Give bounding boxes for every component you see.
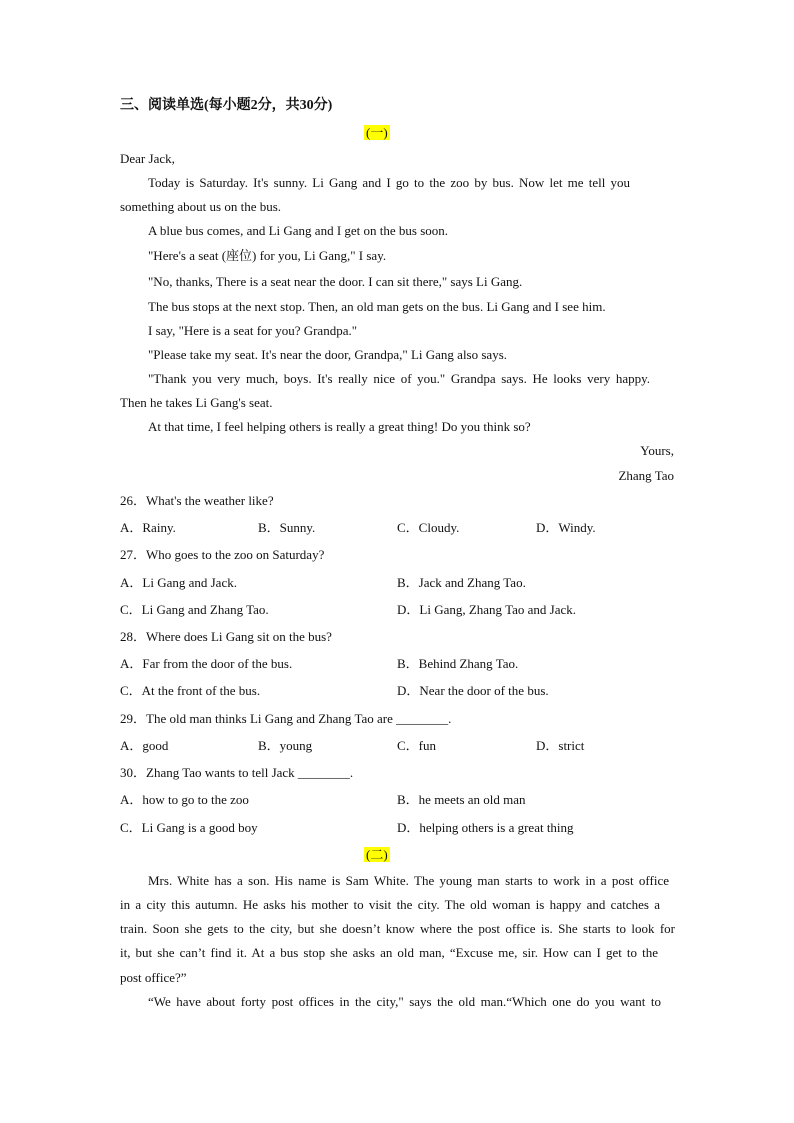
question-28-option-b: B．Behind Zhang Tao. bbox=[397, 656, 519, 671]
passage1-line: The bus stops at the next stop. Then, an old man gets on the bus. Li Gang and I see him. bbox=[148, 299, 606, 314]
passage-marker-2-text: (二) bbox=[366, 847, 388, 862]
passage1-line: "No, thanks, There is a seat near the door. I can sit there," says Li Gang. bbox=[148, 274, 523, 289]
passage-marker-1-text: (一) bbox=[366, 125, 388, 140]
question-28-option-a: A．Far from the door of the bus. bbox=[120, 656, 293, 671]
question-29-option-c: C．fun bbox=[397, 738, 437, 753]
question-26-option-a: A．Rainy. bbox=[120, 520, 176, 535]
question-27-stem: 27．Who goes to the zoo on Saturday? bbox=[120, 547, 325, 562]
question-27-option-c: C．Li Gang and Zhang Tao. bbox=[120, 602, 269, 617]
question-30-option-d: D．helping others is a great thing bbox=[397, 820, 574, 835]
passage-marker-2 bbox=[364, 847, 390, 863]
letter-signature: Zhang Tao bbox=[618, 468, 674, 483]
question-29-option-b: B．young bbox=[258, 738, 313, 753]
question-28-stem: 28．Where does Li Gang sit on the bus? bbox=[120, 629, 332, 644]
question-28-option-d: D．Near the door of the bus. bbox=[397, 683, 549, 698]
passage2-line: train. Soon she gets to the city, but she doesn’t know where the post office is. She starts to look for bbox=[120, 921, 675, 936]
question-30-option-c: C．Li Gang is a good boy bbox=[120, 820, 258, 835]
passage1-line: something about us on the bus. bbox=[120, 199, 282, 214]
passage1-line: "Thank you very much, boys. It's really nice of you." Grandpa says. He looks very happy. bbox=[148, 371, 650, 386]
question-26-option-b: B．Sunny. bbox=[258, 520, 316, 535]
letter-salutation: Dear Jack, bbox=[120, 151, 175, 166]
question-29-option-a: A．good bbox=[120, 738, 169, 753]
passage2-line: Mrs. White has a son. His name is Sam White. The young man starts to work in a post office bbox=[148, 873, 669, 888]
question-30-option-b: B．he meets an old man bbox=[397, 792, 526, 807]
passage1-line: I say, "Here is a seat for you? Grandpa." bbox=[148, 323, 358, 338]
question-26-option-d: D．Windy. bbox=[536, 520, 596, 535]
passage1-line: At that time, I feel helping others is really a great thing! Do you think so? bbox=[148, 419, 531, 434]
section-title: 三、阅读单选(每小题2分，共30分) bbox=[120, 98, 333, 113]
question-29-stem: 29．The old man thinks Li Gang and Zhang Tao are ________. bbox=[120, 711, 452, 726]
passage1-line: Then he takes Li Gang's seat. bbox=[120, 395, 273, 410]
passage2-line: it, but she can’t find it. At a bus stop she asks an old man, “Excuse me, sir. How can I get to the bbox=[120, 945, 658, 960]
passage2-line: “We have about forty post offices in the city," says the old man.“Which one do you want to bbox=[148, 994, 661, 1009]
question-28-option-c: C．At the front of the bus. bbox=[120, 683, 261, 698]
passage2-line: post office?” bbox=[120, 970, 187, 985]
passage1-line: A blue bus comes, and Li Gang and I get on the bus soon. bbox=[148, 223, 449, 238]
question-27-option-d: D．Li Gang, Zhang Tao and Jack. bbox=[397, 602, 576, 617]
question-26-option-c: C．Cloudy. bbox=[397, 520, 460, 535]
passage1-line: "Here's a seat (座位) for you, Li Gang," I say. bbox=[148, 248, 387, 263]
passage1-line: Today is Saturday. It's sunny. Li Gang and I go to the zoo by bus. Now let me tell you bbox=[148, 175, 630, 190]
question-26-stem: 26．What's the weather like? bbox=[120, 493, 274, 508]
passage2-line: in a city this autumn. He asks his mother to visit the city. The old woman is happy and catches a bbox=[120, 897, 660, 912]
question-29-option-d: D．strict bbox=[536, 738, 585, 753]
passage1-line: "Please take my seat. It's near the door, Grandpa," Li Gang also says. bbox=[148, 347, 507, 362]
question-30-stem: 30．Zhang Tao wants to tell Jack ________. bbox=[120, 765, 354, 780]
passage-marker-1 bbox=[364, 125, 390, 141]
question-27-option-a: A．Li Gang and Jack. bbox=[120, 575, 237, 590]
letter-closing: Yours, bbox=[640, 443, 674, 458]
question-27-option-b: B．Jack and Zhang Tao. bbox=[397, 575, 526, 590]
question-30-option-a: A．how to go to the zoo bbox=[120, 792, 249, 807]
